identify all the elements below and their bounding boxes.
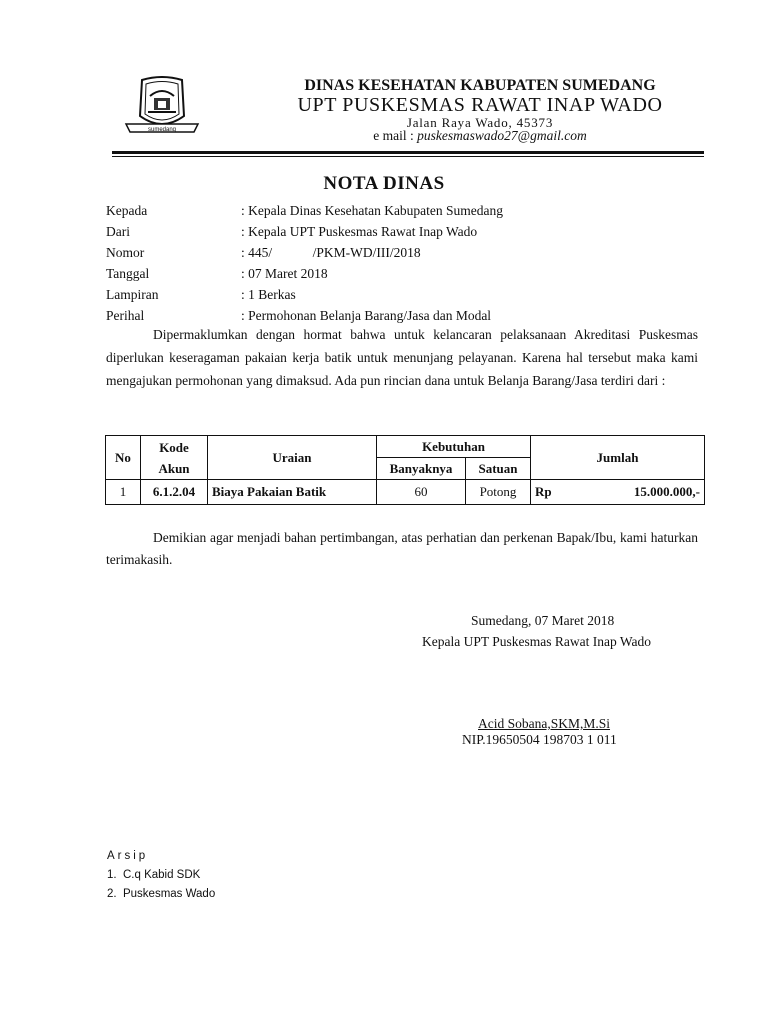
cell-satuan: Potong [466,480,531,505]
signature-name: Acid Sobana,SKM,M.Si [478,716,611,731]
table-row [106,480,705,505]
arsip-item-1: 1. C.q Kabid SDK [107,869,201,881]
cell-amount: 15.000.000,- [633,484,700,499]
cell-no: 1 [106,480,141,505]
meta-value-dari: : Kepala UPT Puskesmas Rawat Inap Wado [241,224,478,239]
document-title: NOTA DINAS [323,173,445,194]
cell-kode: 6.1.2.04 [141,480,208,505]
email-address: puskesmaswado27@gmail.com [417,128,587,143]
signature-place-date: Sumedang, 07 Maret 2018 [471,613,615,628]
letterhead-address: Jalan Raya Wado, 45373 [406,115,554,130]
body-paragraph-2: Demikian agar menjadi bahan pertimbangan, atas perhatian dan perkenan Bapak/Ibu, kami haturkan terimakasih. [106,530,698,567]
col-kode-header [141,436,208,480]
col-jumlah-header: Jumlah [531,436,705,480]
col-uraian-header: Uraian [208,436,377,480]
letterhead-email-line [200,128,760,144]
meta-label-tanggal: Tanggal [106,266,150,281]
signature-nip: NIP.19650504 198703 1 011 [462,732,617,747]
arsip-heading: Arsip [107,850,149,862]
meta-label-lampiran: Lampiran [106,287,159,302]
col-kebutuhan-header: Kebutuhan [377,436,531,458]
meta-value-tanggal: : 07 Maret 2018 [241,266,328,281]
body-paragraph-1: Dipermaklumkan dengan hormat bahwa untuk kelancaran pelaksanaan Akreditasi Puskesmas diperlukan keseragaman pakaian kerja batik untuk menunjang pelayanan. Karena hal tersebut maka kami mengajukan permohonan yang dimaksud. Ada pun rincian dana untuk Belanja Barang/Jasa terdiri dari : [106,327,698,388]
meta-value-nomor: : 445/ /PKM-WD/III/2018 [241,245,421,260]
col-satuan-header: Satuan [466,458,531,480]
meta-label-dari: Dari [106,224,130,239]
col-no-header: No [106,436,141,480]
meta-value-perihal: : Permohonan Belanja Barang/Jasa dan Modal [241,308,492,323]
cell-currency: Rp [535,484,552,499]
arsip-item-2: 2. Puskesmas Wado [107,888,216,900]
cell-jumlah [531,480,705,505]
meta-value-lampiran: : 1 Berkas [241,287,296,302]
col-banyaknya-header: Banyaknya [377,458,466,480]
meta-label-perihal: Perihal [106,308,145,323]
signature-position: Kepala UPT Puskesmas Rawat Inap Wado [422,634,651,649]
letterhead-agency: DINAS KESEHATAN KABUPATEN SUMEDANG [304,77,656,94]
cell-banyaknya: 60 [377,480,466,505]
meta-label-kepada: Kepada [106,203,148,218]
regency-emblem-logo [112,76,212,140]
col-kode-line1: Kode [159,439,189,455]
cell-uraian: Biaya Pakaian Batik [208,480,377,505]
letterhead-rule-thick [112,151,704,154]
logo-banner-text: sumedang [147,127,177,133]
email-prefix: e mail : [373,128,418,143]
col-kode-line2: Akun [158,460,190,476]
table-header-row [106,436,705,458]
meta-label-nomor: Nomor [106,245,145,260]
letterhead-rule-thin [112,156,704,157]
letterhead-unit: UPT PUSKESMAS RAWAT INAP WADO [297,94,663,116]
budget-table [105,435,705,505]
meta-value-kepada: : Kepala Dinas Kesehatan Kabupaten Sumedang [241,203,504,218]
